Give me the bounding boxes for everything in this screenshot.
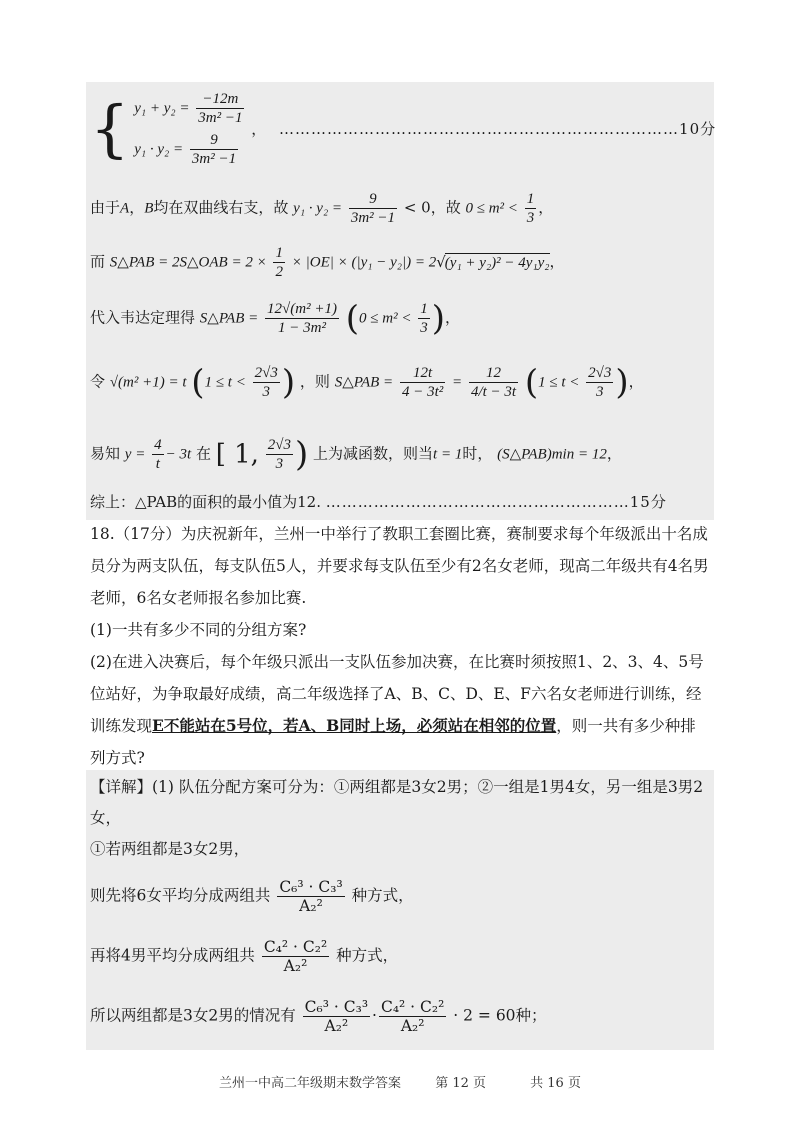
area-lhs: S△PAB = xyxy=(334,374,394,391)
part-2-underlined: E不能站在5号位，若A、B同时上场，必须站在相邻的位置 xyxy=(152,716,557,735)
m-condition: 0 ≤ m² < xyxy=(465,200,518,217)
num: 1 xyxy=(420,301,428,317)
text: 再将4男平均分成两组共 xyxy=(90,946,255,965)
den: 3m² −1 xyxy=(350,210,396,226)
function-y: y = xyxy=(124,446,146,463)
text: 由于 xyxy=(90,198,121,217)
area-mid: × |OE| × (|y₁ − y₂|) = 2 xyxy=(291,254,437,271)
product-expr: y₁ · y₂ = xyxy=(293,200,343,217)
point-b: B xyxy=(144,200,154,217)
system-row-1 xyxy=(134,90,246,127)
line-monotonic xyxy=(90,436,622,473)
solution-line-2: ①若两组都是3女2男， xyxy=(90,840,250,858)
solution-line-1: 【详解】(1) 队伍分配方案可分为：①两组都是3女2男；②一组是1男4女，另一组是3男2女， xyxy=(90,778,704,827)
cond-fraction xyxy=(586,364,613,401)
equation-system xyxy=(90,90,716,168)
sqrt-icon: √ xyxy=(436,252,446,271)
num: 4 xyxy=(154,437,162,453)
t-value: t = 1 xyxy=(433,446,463,463)
footer-title: 兰州一中高二年级期末数学答案 xyxy=(219,1076,402,1091)
half-fraction xyxy=(273,244,285,281)
den: A₂² xyxy=(299,897,323,915)
text: 上为减函数，则当 xyxy=(313,444,434,463)
num: 2√3 xyxy=(588,365,612,381)
line-conclusion xyxy=(90,492,667,512)
text: 则先将6女平均分成两组共 xyxy=(90,886,271,905)
paren-open: ( xyxy=(191,362,205,403)
area-expr: S△PAB = 2S△OAB = 2 × xyxy=(109,254,267,271)
num: 2√3 xyxy=(254,365,278,381)
point-a: A xyxy=(120,200,130,217)
system-row-2 xyxy=(134,131,246,168)
dot: · xyxy=(372,1006,377,1025)
cond-fraction xyxy=(418,300,430,337)
paren-open: ( xyxy=(524,362,539,403)
result-fraction-2 xyxy=(379,998,446,1035)
den: 3 xyxy=(275,456,284,472)
footer-page-number: 第 12 页 xyxy=(435,1076,486,1091)
row2-den: 3m² −1 xyxy=(191,151,237,167)
text: ， xyxy=(549,252,565,271)
footer-total-pages: 共 16 页 xyxy=(530,1076,581,1091)
line-vieta xyxy=(90,300,460,337)
den: 1 − 3m² xyxy=(278,320,326,336)
function-rest: − 3t xyxy=(165,446,192,463)
vieta-fraction xyxy=(265,300,339,337)
line-right-branch xyxy=(90,190,553,227)
text: ， xyxy=(606,444,622,463)
num: 12√(m² +1) xyxy=(267,301,337,317)
num: 12t xyxy=(400,364,445,383)
den: A₂² xyxy=(400,1017,425,1035)
four-over-t xyxy=(152,436,164,473)
question-18-part-2 xyxy=(90,646,710,774)
row2-num: 9 xyxy=(190,131,238,150)
num: 1 xyxy=(526,191,535,207)
text: < 0，故 xyxy=(403,198,461,217)
condition: 1 ≤ t < xyxy=(204,374,246,391)
min-result: (S△PAB)min = 12 xyxy=(497,446,607,463)
part-2-tail: ，则一共有多少种排列方式? xyxy=(90,717,696,767)
text: 在 xyxy=(195,444,211,463)
text: 易知 xyxy=(90,444,121,463)
text: 所以两组都是3女2男的情况有 xyxy=(90,1006,296,1025)
score-10: …………………………………………………………………10分 xyxy=(279,120,717,138)
line-substitution xyxy=(90,364,644,401)
line-area-formula xyxy=(90,244,565,281)
row1-fraction xyxy=(196,90,244,127)
t-fraction-2 xyxy=(469,364,518,401)
den: 4 − 3t² xyxy=(401,384,444,400)
condition: 1 ≤ t < xyxy=(538,374,580,391)
page-footer xyxy=(0,1072,800,1091)
question-18 xyxy=(90,518,710,774)
text: 代入韦达定理得 xyxy=(90,308,196,327)
product-fraction xyxy=(349,190,397,227)
den: 3 xyxy=(526,210,535,226)
paren-close: ) xyxy=(615,362,629,403)
part-2-text: (2)在进入决赛后，每个年级只派出一支队伍参加决赛，在比赛时须按照1、2、3、4、5号位站好，为争取最好成绩，高二年级选择了A、B、C、D、E、F六名女老师进行训练，经训练发现 xyxy=(90,653,704,735)
third-fraction xyxy=(525,190,537,227)
solution-line-3 xyxy=(90,878,414,915)
text: 种方式， xyxy=(351,886,414,905)
num: C₆³ · C₃³ xyxy=(279,878,343,896)
text: 而 xyxy=(90,252,106,271)
num: 2√3 xyxy=(267,437,291,453)
num: 1 xyxy=(275,245,283,261)
row1-num: −12m xyxy=(196,90,244,109)
text: ， xyxy=(445,308,461,327)
solution-line-5 xyxy=(90,998,547,1035)
paren-close: ) xyxy=(431,298,446,339)
question-18-stem: 18.（17分）为庆祝新年，兰州一中举行了教职工套圈比赛，赛制要求每个年级派出十名成员分为两支队伍，每支队伍5人，并要求每支队伍至少有2名女老师，现高二年级共有4名男老师，6名女老师报名参加比赛. xyxy=(90,525,709,607)
den: A₂² xyxy=(324,1017,349,1035)
interval-right: ) xyxy=(294,434,309,475)
interval-fraction xyxy=(266,436,293,473)
conclusion-text: 综上：△PAB的面积的最小值为12. xyxy=(90,493,321,511)
den: 3 xyxy=(262,384,270,400)
score-15: …………………………………………………15分 xyxy=(325,493,667,511)
num: 12 xyxy=(469,364,518,383)
den: 3 xyxy=(420,320,428,336)
equals: = xyxy=(452,374,463,391)
num: C₄² · C₂² xyxy=(263,938,328,956)
paren-open: ( xyxy=(345,298,360,339)
text: 均在双曲线右支，故 xyxy=(153,198,289,217)
women-split-fraction xyxy=(277,878,344,915)
row2-lhs: y₁ · y₂ = xyxy=(134,141,184,158)
text: ， xyxy=(628,372,644,391)
solution-line-4 xyxy=(90,938,398,975)
den: t xyxy=(155,456,160,472)
area-lhs: S△PAB = xyxy=(199,310,259,327)
num: C₆³ · C₃³ xyxy=(304,998,369,1016)
t-fraction-1 xyxy=(400,364,445,401)
substitution: √(m² +1) = t xyxy=(109,374,187,391)
condition: 0 ≤ m² < xyxy=(359,310,412,327)
num: 9 xyxy=(349,190,397,209)
text: ， xyxy=(538,198,554,217)
row2-fraction xyxy=(190,131,238,168)
system-comma: ， xyxy=(251,120,267,138)
den: 2 xyxy=(275,264,283,280)
radicand: (y₁ + y₂)² − 4y₁y₂ xyxy=(444,254,550,271)
system-brace: { xyxy=(90,92,130,165)
text: ， xyxy=(129,198,145,217)
text: 种方式， xyxy=(336,946,399,965)
den: 4/t − 3t xyxy=(470,384,517,400)
den: 3 xyxy=(596,384,604,400)
text: ，则 xyxy=(299,372,330,391)
result-fraction-1 xyxy=(303,998,370,1035)
den: A₂² xyxy=(283,957,308,975)
question-18-part-1: (1)一共有多少不同的分组方案? xyxy=(90,621,307,639)
text: · 2 = 60种； xyxy=(453,1006,547,1025)
text: 令 xyxy=(90,372,106,391)
men-split-fraction xyxy=(262,938,329,975)
paren-close: ) xyxy=(281,362,296,403)
solution-block xyxy=(90,772,710,865)
interval-left: [ 1, xyxy=(215,439,259,470)
row1-lhs: y₁ + y₂ = xyxy=(134,100,190,117)
system-rows xyxy=(134,90,246,168)
cond-fraction xyxy=(253,364,280,401)
row1-den: 3m² −1 xyxy=(198,110,243,126)
num: C₄² · C₂² xyxy=(380,998,445,1016)
text: 时， xyxy=(462,444,493,463)
